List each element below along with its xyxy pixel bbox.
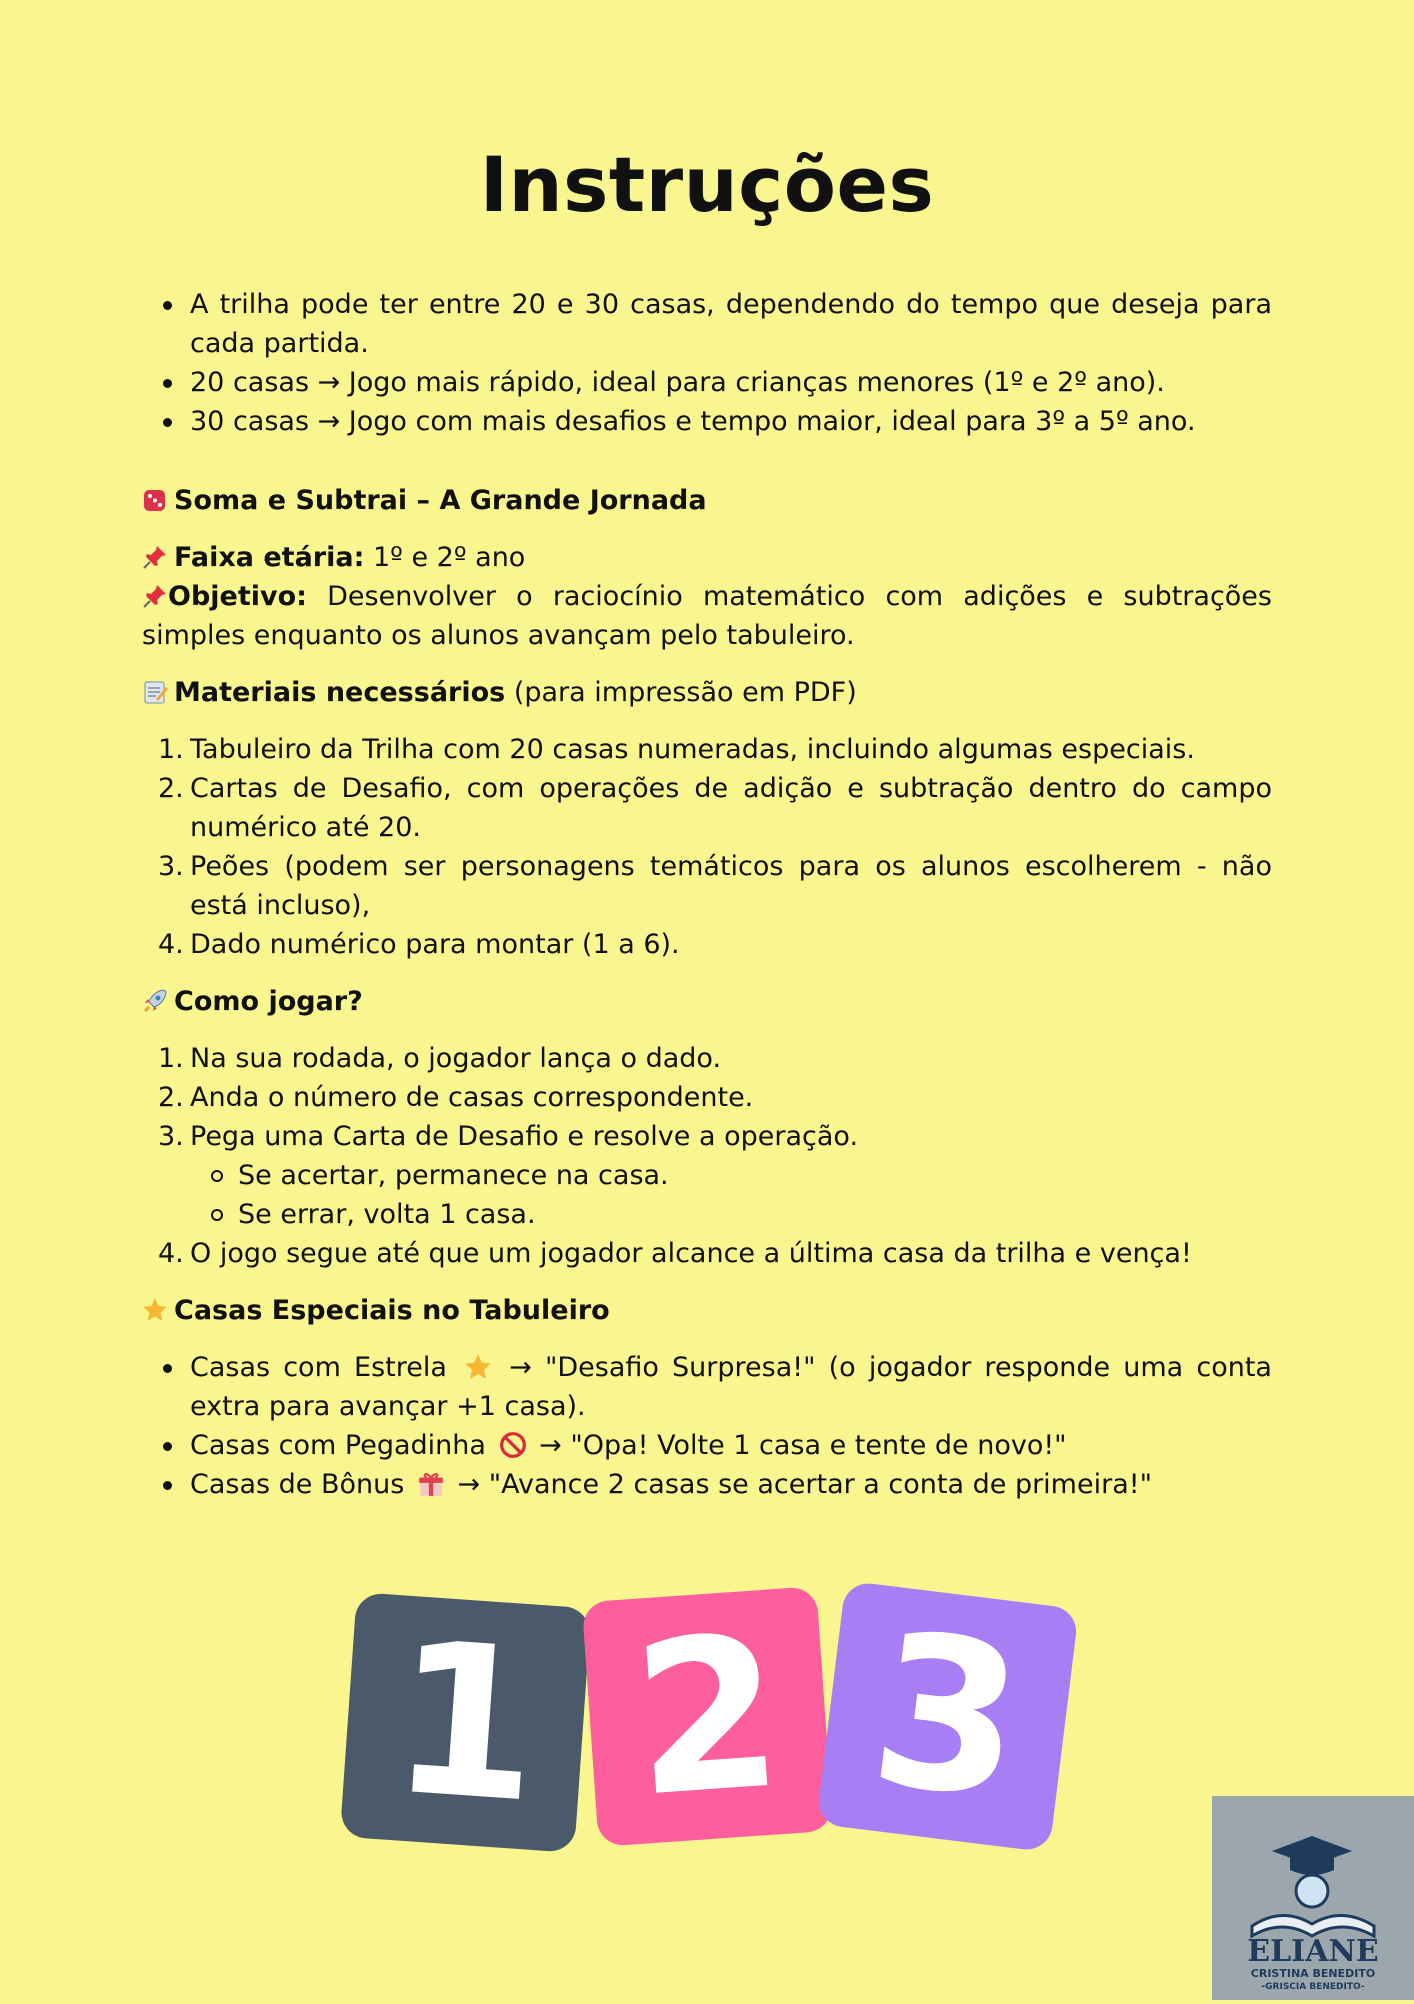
number-tile-2: 2 <box>582 1586 834 1847</box>
dice-icon <box>142 487 168 513</box>
instructions-content <box>142 285 1272 1504</box>
pushpin-icon <box>142 583 168 609</box>
graduation-book-icon <box>1212 1796 1414 2000</box>
rocket-icon <box>142 988 168 1014</box>
prohibited-icon <box>499 1431 527 1459</box>
brand-logo <box>1212 1796 1414 2000</box>
svg-text:CRISTINA BENEDITO: CRISTINA BENEDITO <box>1250 1967 1376 1980</box>
star-icon <box>464 1353 492 1381</box>
materials-heading: Materiais necessários (para impressão em PDF) <box>142 673 1272 712</box>
page-title: Instruções <box>479 140 935 229</box>
special-heading: Casas Especiais no Tabuleiro <box>142 1291 1272 1330</box>
list-item: 3. Pega uma Carta de Desafio e resolve a operação. Se acertar, permanece na casa. Se errar, volta 1 casa. <box>190 1117 1272 1234</box>
list-item: 4. O jogo segue até que um jogador alcance a última casa da trilha e vença! <box>158 1238 1192 1269</box>
list-item: Casas de Bônus → "Avance 2 casas se acertar a conta de primeira!" <box>190 1465 1272 1504</box>
list-item: 20 casas → Jogo mais rápido, ideal para crianças menores (1º e 2º ano). <box>190 363 1272 402</box>
list-item: 4. Dado numérico para montar (1 a 6). <box>158 929 680 960</box>
list-item: Se errar, volta 1 casa. <box>238 1195 1272 1234</box>
list-item: Casas com Estrela → "Desafio Surpresa!" (o jogador responde uma conta extra para avançar +1 casa). <box>190 1348 1272 1426</box>
number-tile-3: 3 <box>816 1581 1079 1853</box>
list-item: 2. Anda o número de casas correspondente. <box>158 1082 754 1113</box>
age-range: Faixa etária: 1º e 2º ano <box>142 538 1272 577</box>
objective: Objetivo: Desenvolver o raciocínio matemático com adições e subtrações simples enquanto os alunos avançam pelo tabuleiro. <box>142 581 1272 651</box>
list-item: Casas com Pegadinha → "Opa! Volte 1 casa e tente de novo!" <box>190 1426 1272 1465</box>
pushpin-icon <box>142 544 168 570</box>
svg-text:ELIANE: ELIANE <box>1247 1934 1379 1969</box>
sub-list <box>190 1156 1272 1234</box>
list-item: 1. Tabuleiro da Trilha com 20 casas numeradas, incluindo algumas especiais. <box>158 734 1195 765</box>
memo-icon <box>142 679 168 705</box>
number-tile-1: 1 <box>340 1592 592 1853</box>
list-item: 3. Peões (podem ser personagens temáticos para os alunos escolherem - não está incluso), <box>158 851 1272 921</box>
materials-list <box>142 730 1272 964</box>
list-item: 2. Cartas de Desafio, com operações de adição e subtração dentro do campo numérico até 20. <box>158 773 1272 843</box>
special-list <box>142 1348 1272 1504</box>
list-item: 30 casas → Jogo com mais desafios e tempo maior, ideal para 3º a 5º ano. <box>190 402 1272 441</box>
list-item: 1. Na sua rodada, o jogador lança o dado. <box>158 1043 722 1074</box>
howto-heading: Como jogar? <box>142 982 1272 1021</box>
game-title: Soma e Subtrai – A Grande Jornada <box>142 481 1272 520</box>
intro-list <box>142 285 1272 441</box>
svg-text:-GRISCIA BENEDITO-: -GRISCIA BENEDITO- <box>1261 1982 1365 1992</box>
gift-icon <box>417 1470 445 1498</box>
howto-steps <box>142 1039 1272 1273</box>
list-item: Se acertar, permanece na casa. <box>238 1156 1272 1195</box>
numbers-graphic <box>340 1580 1080 1860</box>
list-item: A trilha pode ter entre 20 e 30 casas, dependendo do tempo que deseja para cada partida. <box>190 285 1272 363</box>
star-icon <box>142 1297 168 1323</box>
